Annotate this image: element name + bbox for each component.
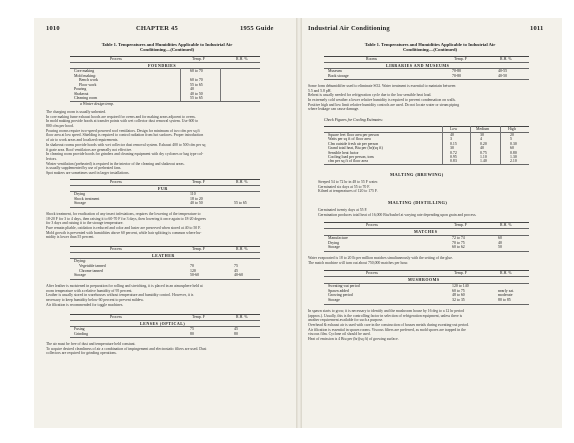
malting-distilling-title: MALTING (DISTILLING) <box>388 200 448 205</box>
row-medium: 0.20 <box>480 141 487 146</box>
text-line: After leather is moistened in preparation for rolling and stretching, it is placed in an atmosphere held at <box>46 284 203 288</box>
row-high: 5 <box>510 137 512 142</box>
row-temp: 60 to 75 <box>452 288 465 293</box>
matches-col-process: Process <box>366 223 378 227</box>
row-temp: 120 to 140 <box>452 284 469 288</box>
row-label: Pouring <box>74 87 87 91</box>
text-line: Steeped 54 to 72 hr in 48 to 55 F water. <box>318 180 379 184</box>
page-number-left: 1010 <box>46 25 60 32</box>
section-libraries: LIBRARIES AND MUSEUMS <box>386 63 450 68</box>
row-rh: 80 <box>234 331 238 336</box>
row-label: Storage <box>74 201 86 206</box>
row-label: Vegetable tanned <box>79 263 106 268</box>
col-process: Process <box>110 57 122 61</box>
row-low: 0.72 <box>450 150 457 155</box>
row-low: 3 <box>450 137 452 142</box>
cooling-caption: Check Figures for Cooling Estimates: <box>324 118 384 122</box>
row-label: Drying <box>74 192 86 196</box>
text-line: In spawn starts to grow, it is necessary to identify and the mushroom house by 16 deg to a 12 hr period <box>308 309 465 313</box>
text-line: Pouring rooms require two-speed powered roof ventilators. Design for minimum of two cfm per sq ft <box>46 128 200 133</box>
row-high: 0.80 <box>510 150 517 155</box>
text-line: Mold growth is prevented with humidities above 60 percent, while hair splitting is common where hu- <box>46 230 202 235</box>
fur-notes <box>46 212 288 240</box>
text-line: Overhead & exhaust air is used with care in the construction of houses metals during sweating-out period. <box>308 323 470 328</box>
row-label: Floor work <box>79 82 97 87</box>
mushrooms-notes <box>308 309 552 342</box>
row-rh: 40-60 <box>234 273 244 278</box>
fur-col-process: Process <box>110 180 122 184</box>
mush-col-rh: R.H. % <box>500 271 512 275</box>
row-temp: 48 to 60 <box>452 293 465 298</box>
text-line: 5.5 and 5.8 pH. <box>308 88 332 93</box>
matches-col-rh: R.H. % <box>500 223 512 227</box>
row-label: Cooling load per person, tons <box>328 155 374 159</box>
malting-brewing-title: MALTING (BREWING) <box>390 172 444 177</box>
text-line: Shock treatment, for eradication of any insect infestations, requires the lowering of the temperature to <box>46 212 201 216</box>
table-title-line-2: Conditioning—(Continued) <box>139 47 195 53</box>
text-line: where leakage can cause damage. <box>308 107 360 112</box>
row-label: Sweating-out period <box>328 284 360 288</box>
row-medium: 4 <box>480 137 482 142</box>
row-low: 0.95 <box>450 155 457 159</box>
row-high: 20 <box>510 133 514 137</box>
row-label: Fusing <box>74 327 85 331</box>
text-line: 18-20 F for 3 to 4 days, then raising it to 60-70 F for 3 days, then lowering it once again to 18-20 degrees <box>46 216 206 221</box>
row-medium: 1.40 <box>480 159 487 164</box>
row-label: Sensible heat factor <box>328 150 359 155</box>
mush-col-temp: Temp. F <box>454 271 467 275</box>
row-label: Storage <box>74 273 86 278</box>
row-temp: 55 to 65 <box>190 82 203 87</box>
text-line: Water evaporated is 18 to 20 lb per million matches simultaneously with the setting of the glue. <box>308 256 453 260</box>
leather-col-rh: R.H. % <box>236 247 248 251</box>
col-rh: R.H. % <box>236 57 248 61</box>
lib-col-rooms: Rooms <box>366 57 378 61</box>
text-line: floor area at low speed. Shielding is required to control radiation from hot surfaces. Proper introduction <box>46 133 204 138</box>
row-rh: moderate <box>498 293 513 298</box>
row-temp: 60 to 62 <box>452 245 465 250</box>
row-label: cfm per sq ft of floor area <box>328 159 368 164</box>
row-temp: 18 to 20 <box>190 196 203 201</box>
text-line: another requirement available for such a purpose. <box>308 318 384 323</box>
row-temp: 70 to 75 <box>452 240 465 245</box>
text-line: Winter ventilation (preheated) is required in the interior of the cleaning and shakeout areas. <box>46 161 185 166</box>
malting-brewing-notes <box>318 180 552 194</box>
row-temp: 40 to 50 <box>190 201 203 206</box>
row-label: Watts per sq ft of floor area <box>328 137 371 142</box>
row-label: Grinding <box>74 331 89 336</box>
row-temp: 32 to 35 <box>452 298 465 303</box>
leather-notes <box>46 284 288 307</box>
book-spread <box>34 18 562 428</box>
text-line: The air must be free of dust and temperature held constant. <box>46 342 136 346</box>
text-line: The match machine will turn out about 750,000 matches per hour. <box>308 260 409 265</box>
row-temp: 70-80 <box>452 73 462 78</box>
text-line: Some form dehumidifier used to eliminate SO2. Water treatment is essential to maintain between <box>308 84 456 88</box>
row-temp: 110 <box>190 192 196 196</box>
edition-label: 1955 Guide <box>240 25 274 32</box>
row-temp: 70-80 <box>452 69 462 73</box>
table-title-line-1: Table 1. Temperatures and Humidities Applicable to Industrial Air <box>101 42 233 47</box>
section-fur: FUR <box>158 186 168 191</box>
row-rh: 45 <box>234 327 238 331</box>
section-matches: MATCHES <box>414 229 438 234</box>
text-line: for 3 days and raising it to the storage temperature. <box>46 221 124 226</box>
row-low: 0.83 <box>450 159 457 164</box>
leather-col-temp: Temp. F <box>192 247 205 251</box>
lenses-col-temp: Temp. F <box>192 315 205 319</box>
row-temp: 60 to 70 <box>190 78 203 82</box>
text-line: Air filtration is recommended for toggle machines. <box>46 302 124 307</box>
text-line: Kilned at temperatures of 120 to 175 F. <box>318 189 378 194</box>
text-line: In extremely cold weather a lower relative humidity is required to prevent condensation on walls. <box>308 98 456 103</box>
matches-notes <box>308 256 552 265</box>
lib-col-temp: Temp. F <box>454 57 467 61</box>
row-medium: 40 <box>480 146 484 151</box>
row-label: Shock treatment <box>74 196 100 201</box>
fur-col-rh: R.H. % <box>236 180 248 184</box>
row-temp: 60 to 70 <box>190 69 203 73</box>
section-leather: LEATHER <box>152 253 175 258</box>
row-label: Mold making: <box>74 73 97 78</box>
mush-col-process: Process <box>366 271 378 275</box>
text-line: midity is lower than 55 percent. <box>46 235 95 240</box>
text-line: Spot makers are sometimes used in larger installations. <box>46 170 130 175</box>
libraries-notes <box>308 84 552 112</box>
book-gutter <box>296 18 302 428</box>
matches-col-temp: Temp. F <box>454 223 467 227</box>
page-number-right: 1011 <box>530 25 544 32</box>
text-line: collectors are required for grinding operations. <box>46 351 117 356</box>
row-label: Chrome tanned <box>79 268 103 273</box>
row-rh: 40 <box>498 240 502 245</box>
text-line: In cleaning room provide hoods for grinders and cleaning equipment with dry cyclones or bag type col- <box>46 152 204 157</box>
row-label: Grand total heat, Btu per (hr)(sq ft) <box>328 146 383 151</box>
row-rh: 80 to 85 <box>498 298 511 303</box>
text-line: In mold making provide hoods at transfer points with wet collector dust removal system. Use 600 to <box>46 119 199 124</box>
row-label: Museum <box>328 69 342 73</box>
row-rh: 40-50 <box>498 73 508 78</box>
lenses-col-rh: R.H. % <box>236 315 248 319</box>
row-rh: 60 <box>498 236 502 240</box>
row-label: Cleaning room <box>74 96 98 100</box>
text-line: necessary to keep humidity below 60 percent to prevent mildew. <box>46 298 144 303</box>
text-line: room temperature with a relative humidity of 95 percent. <box>46 288 133 293</box>
text-line: Fure remain pliable, oxidation is reduced and color and luster are preserved when stored at 40 to 50 F. <box>46 226 201 231</box>
text-line: In core making fume exhaust hoods are required for ovens and for making areas adjacent to ovens. <box>46 114 196 119</box>
text-line: Air filtration is essential in spawn rooms. Viscous filters are preferred, as mold spores are trapped in the <box>308 327 466 332</box>
foundries-notes <box>46 110 288 176</box>
row-label: Manufacture <box>328 236 348 240</box>
table-title-right <box>304 42 556 53</box>
row-temp: 50-60 <box>190 273 200 278</box>
chapter-heading: CHAPTER 45 <box>136 25 178 32</box>
row-medium: 30 <box>480 133 484 137</box>
row-low: 0.15 <box>450 141 457 146</box>
row-label: Square feet floor area per person <box>328 133 379 137</box>
text-line: Leather is usually stored in warehouses without temperature and humidity control. However, it is <box>46 293 194 298</box>
malting-distilling-notes <box>318 208 552 217</box>
section-mushrooms: MUSHROOMS <box>408 277 440 282</box>
text-line: of air to work areas and localized requirements. <box>46 138 119 143</box>
cooling-col-low: Low <box>450 127 458 131</box>
row-temp: 75 <box>190 327 194 331</box>
row-high: 1.30 <box>510 155 517 159</box>
row-low: 40 <box>450 133 454 137</box>
row-label: Bench work <box>79 78 98 82</box>
text-line: Germinated six days at 55 to 70 F. <box>318 184 371 189</box>
row-temp: 120 <box>190 268 196 273</box>
table-title-line-2: Conditioning—(Continued) <box>402 47 458 53</box>
row-temp: 55 to 65 <box>190 96 203 100</box>
text-line: Germination produces total heat of 16,000 Btu/bushel at varying rate depending upon grain and process. <box>318 212 477 217</box>
section-foundries: FOUNDRIES <box>148 63 177 68</box>
text-line: To acquire desired cleanliness of air a combination of impingement and electrostatic filters are used. Dust <box>46 346 207 351</box>
cooling-col-high: High <box>508 127 516 131</box>
table-title-left <box>40 42 294 53</box>
text-line: is usually supplemented by use of preheated fans. <box>46 166 122 171</box>
row-label: Storage <box>328 298 340 303</box>
row-label: Drying <box>328 240 340 245</box>
col-temp: Temp. F <box>192 57 205 61</box>
table-title-line-1: Table 1. Temperatures and Humidities Applicable to Industrial Air <box>364 42 496 47</box>
lib-col-rh: R.H. % <box>500 57 512 61</box>
row-label: Book storage <box>328 73 349 78</box>
row-rh: 75 <box>234 263 238 268</box>
row-temp: 72 to 74 <box>452 236 465 240</box>
row-label: Cfm outside fresh air per person <box>328 141 379 146</box>
text-line: Germinated twenty days at 55 F. <box>318 208 368 212</box>
row-temp: 80 <box>190 331 194 336</box>
text-line: ft grate area. Roof ventilators are generally not effective. <box>46 147 133 152</box>
row-label: Drying: <box>74 259 87 263</box>
lenses-col-process: Process <box>110 315 122 319</box>
section-lenses: LENSES (OPTICAL) <box>140 321 186 326</box>
cooling-col-medium: Medium <box>476 127 490 131</box>
row-temp: 70 <box>190 263 194 268</box>
row-label: Growing period <box>328 293 353 298</box>
row-rh: 55 to 65 <box>234 201 247 206</box>
row-label: Storage <box>328 245 340 250</box>
row-high: 60 <box>510 146 514 151</box>
row-temp: 40 <box>190 87 194 91</box>
text-line: (approx.). Usually, this is the controlling factor in selection of refrigeration equipment, unless there is <box>308 313 463 318</box>
lenses-notes <box>46 342 288 356</box>
row-rh: nearly sat. <box>498 288 514 293</box>
text-line: In shakeout rooms provide hoods with wet collector dust removal system. Exhaust 400 to 500 cfm per sq <box>46 142 206 147</box>
text-line: lectors. <box>46 156 58 161</box>
row-high: 2.10 <box>510 159 517 164</box>
right-page <box>304 18 556 428</box>
text-line: Positive high and low limit relative humidity controls are used. Do not locate water or steam piping <box>308 102 460 107</box>
row-label: Spawn added <box>328 288 349 293</box>
row-label: Core making <box>74 69 95 73</box>
leather-col-process: Process <box>110 247 122 251</box>
row-rh: 45 <box>234 268 238 273</box>
text-line: viscous film. Cyclone oil should be used. <box>308 332 371 337</box>
fur-col-temp: Temp. F <box>192 180 205 184</box>
text-line: 800 cfm per hood. <box>46 124 74 129</box>
row-low: 30 <box>450 146 454 151</box>
foundries-footnote: a Winter design temp. <box>80 102 114 106</box>
text-line: The charging room is usually unheated. <box>46 110 107 114</box>
row-rh: 40-55 <box>498 69 508 73</box>
running-head: Industrial Air Conditioning <box>308 25 390 32</box>
text-line: Reheat is usually needed for refrigeration cycle due to the low sensible heat load. <box>308 93 432 98</box>
row-temp: 40 to 50 <box>190 91 203 96</box>
text-line: Heat of emission is 4 Btu per (hr)(sq ft) of growing surface. <box>308 337 399 342</box>
row-medium: 1.10 <box>480 155 487 159</box>
row-rh: 50 <box>498 245 502 250</box>
left-page <box>40 18 294 428</box>
row-medium: 0.75 <box>480 150 487 155</box>
row-label: Shakeout <box>74 91 89 96</box>
row-high: 0.30 <box>510 141 517 146</box>
